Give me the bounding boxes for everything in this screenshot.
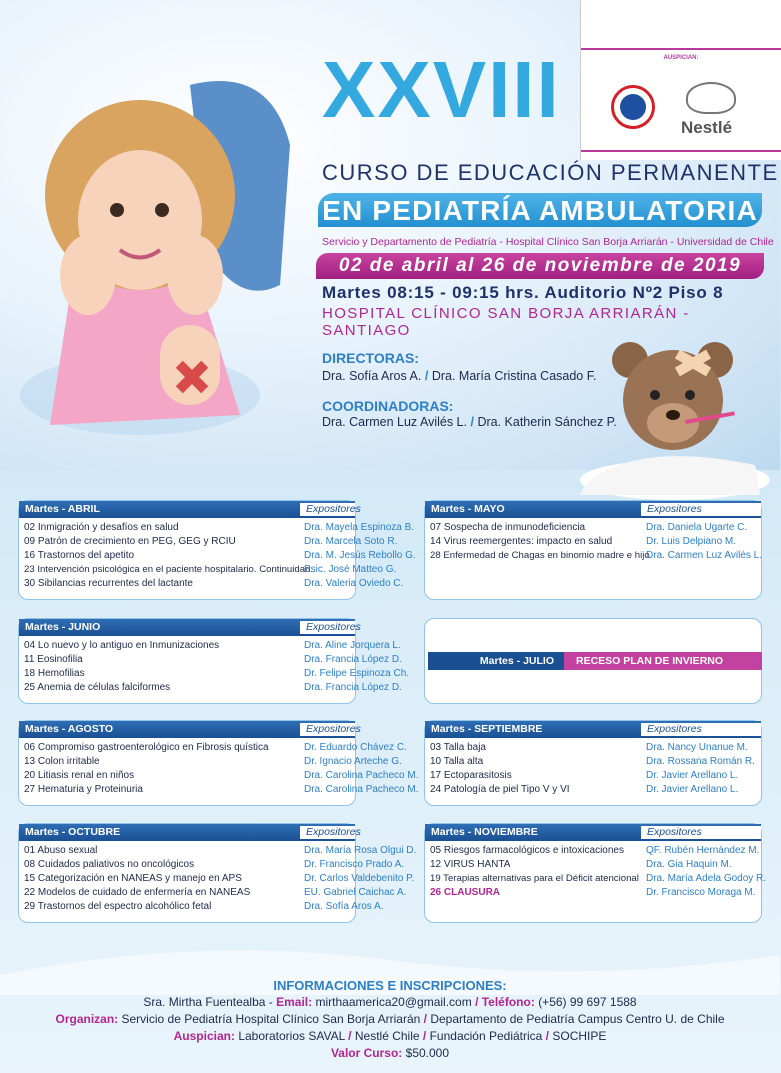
- topic: 16 Trastornos del apetito: [24, 550, 135, 561]
- directora-1: Dra. Sofía Aros A.: [322, 369, 422, 383]
- speaker: Psic. José Matteo G.: [304, 564, 397, 575]
- sochipe-logo: [611, 85, 655, 129]
- table-row: [425, 535, 761, 549]
- separator: /: [545, 1029, 550, 1043]
- auspician-footer-label: Auspician:: [173, 1029, 235, 1043]
- topic: 20 Litiasis renal en niños: [24, 770, 135, 781]
- topic: 17 Ectoparasitosis: [430, 770, 512, 781]
- panel-septiembre: [424, 720, 762, 806]
- topic: 12 VIRUS HANTA: [430, 859, 511, 870]
- email-link[interactable]: mirthaamerica20@gmail.com: [315, 995, 472, 1009]
- valor-line: [0, 1046, 780, 1060]
- speaker: Dra. Carmen Luz Avilés L.: [646, 550, 762, 561]
- table-row: [425, 769, 761, 783]
- auspician-label: AUSPICIAN:: [663, 55, 699, 61]
- topic: 02 Inmigración y desafíos en salud: [24, 522, 179, 533]
- topic: 22 Modelos de cuidado de enfermería en NANEAS: [24, 887, 251, 898]
- separator: /: [423, 1012, 427, 1026]
- email-label: Email:: [276, 995, 313, 1009]
- speaker: Dra. Francia López D.: [304, 682, 402, 693]
- contact-name: Sra. Mirtha Fuentealba -: [143, 995, 273, 1009]
- panel-header: [425, 501, 761, 518]
- coordinadora-2: Dra. Katherin Sánchez P.: [477, 415, 617, 429]
- table-row: [19, 563, 397, 577]
- panel-header: [425, 824, 761, 841]
- panel-header: [19, 824, 361, 841]
- table-row: [425, 783, 761, 797]
- speaker: Dra. Marcela Soto R.: [304, 536, 398, 547]
- sponsor-divider-bottom: [581, 150, 781, 152]
- girl-illustration: [10, 55, 310, 445]
- month-title: Martes - MAYO: [431, 503, 505, 515]
- speaker: Dr. Luis Delpiano M.: [646, 536, 737, 547]
- table-row: [19, 549, 416, 563]
- table-row: [19, 755, 402, 769]
- edition-number: XXVIII: [322, 45, 561, 134]
- speaker: Dra. Aline Jorquera L.: [304, 640, 401, 651]
- sponsor-4: SOCHIPE: [552, 1029, 607, 1043]
- table-row: [425, 521, 761, 535]
- organizan-label: Organizan:: [55, 1012, 119, 1026]
- table-row: [19, 872, 415, 886]
- table-row: [425, 755, 761, 769]
- directoras-names: [322, 369, 596, 383]
- nestle-logo: Nestlé: [681, 118, 733, 137]
- separator: /: [422, 1029, 427, 1043]
- table-row: [19, 858, 405, 872]
- schedule-time: Martes 08:15 - 09:15 hrs. Auditorio Nº2 Piso 8: [322, 283, 724, 302]
- valor-amount: $50.000: [405, 1046, 450, 1060]
- topic: 27 Hematuria y Proteinuria: [24, 784, 143, 795]
- organizer-line: Servicio y Departamento de Pediatría - Hospital Clínico San Borja Arriarán - Universidad de Chile: [322, 236, 774, 248]
- speaker: Dra. M. Jesús Rebollo G.: [304, 550, 416, 561]
- nestle-nest-icon: [686, 82, 736, 114]
- phone-number: (+56) 99 697 1588: [538, 995, 637, 1009]
- table-row: [19, 577, 404, 591]
- speaker: Dra. Rossana Román R.: [646, 756, 755, 767]
- month-title: Martes - JULIO: [428, 652, 564, 670]
- phone-label: / Teléfono:: [475, 995, 535, 1009]
- panel-header: [425, 721, 761, 738]
- speaker: Dra. Carolina Pacheco M.: [304, 770, 419, 781]
- panel-header: [19, 721, 361, 738]
- month-title: Martes - SEPTIEMBRE: [431, 723, 543, 735]
- sponsor-divider-top: [581, 48, 781, 50]
- topic: 28 Enfermedad de Chagas en binomio madre e hijo: [430, 550, 650, 561]
- dates-bar: [316, 253, 764, 279]
- topic: 13 Colon irritable: [24, 756, 100, 767]
- coordinadoras-title: COORDINADORAS:: [322, 398, 454, 414]
- panel-mayo: [424, 500, 762, 600]
- organizer-1: Servicio de Pediatría Hospital Clínico San Borja Arriarán: [121, 1012, 421, 1026]
- expositores-label: Expositores: [641, 826, 761, 839]
- topic-clausura: 26 CLAUSURA: [430, 887, 501, 898]
- topic: 08 Cuidados paliativos no oncológicos: [24, 859, 195, 870]
- speaker: Dra. Carolina Pacheco M.: [304, 784, 419, 795]
- table-row: [425, 741, 761, 755]
- month-title: Martes - NOVIEMBRE: [431, 826, 538, 838]
- sponsor-3: Fundación Pediátrica: [429, 1029, 543, 1043]
- topic: 19 Terapias alternativas para el Déficit atencional: [430, 873, 639, 884]
- topic: 15 Categorización en NANEAS y manejo en APS: [24, 873, 242, 884]
- month-title: Martes - ABRIL: [25, 503, 100, 515]
- table-row: [19, 667, 410, 681]
- table-row: [19, 535, 398, 549]
- dates-text: 02 de abril al 26 de noviembre de 2019: [338, 255, 742, 276]
- table-row: [19, 900, 384, 914]
- topic: 24 Patología de piel Tipo V y VI: [430, 784, 570, 795]
- speaker: Dra. Francia López D.: [304, 654, 402, 665]
- speaker: Dr. Felipe Espinoza Ch.: [304, 668, 410, 679]
- topic: 10 Talla alta: [430, 756, 484, 767]
- organizer-2: Departamento de Pediatría Campus Centro U. de Chile: [430, 1012, 725, 1026]
- speaker: Dr. Francisco Moraga M.: [646, 887, 756, 898]
- speaker: Dra. Gia Haquin M.: [646, 859, 732, 870]
- table-row: [19, 653, 402, 667]
- receso-label: RECESO PLAN DE INVIERNO: [564, 652, 762, 670]
- table-row: [19, 886, 407, 900]
- speaker: Dra. María Rosa Olgui D.: [304, 845, 417, 856]
- month-title: Martes - JUNIO: [25, 621, 101, 633]
- separator: /: [424, 369, 429, 383]
- table-row: [425, 858, 761, 872]
- expositores-label: Expositores: [300, 621, 355, 634]
- table-row: [19, 639, 401, 653]
- topic: 01 Abuso sexual: [24, 845, 98, 856]
- course-subtitle: EN PEDIATRÍA AMBULATORIA: [322, 195, 758, 226]
- topic: 06 Compromiso gastroenterológico en Fibrosis quística: [24, 742, 269, 753]
- expositores-label: Expositores: [300, 503, 355, 516]
- sponsor-box: [580, 0, 781, 160]
- coordinadora-1: Dra. Carmen Luz Avilés L.: [322, 415, 467, 429]
- topic: 14 Virus reemergentes: impacto en salud: [430, 536, 613, 547]
- footer-title-line: [0, 978, 780, 993]
- table-row: [19, 521, 415, 535]
- expositores-label: Expositores: [300, 723, 355, 736]
- speaker: Dr. Carlos Valdebenito P.: [304, 873, 415, 884]
- speaker: Dr. Francisco Prado A.: [304, 859, 405, 870]
- table-row: [19, 681, 402, 695]
- course-subtitle-bar: [318, 193, 762, 227]
- topic: 18 Hemofilias: [24, 668, 85, 679]
- panel-noviembre: [424, 823, 767, 923]
- topic: 04 Lo nuevo y lo antiguo en Inmunizaciones: [24, 640, 220, 651]
- topic: 09 Patrón de crecimiento en PEG, GEG y RCIU: [24, 536, 236, 547]
- topic: 03 Talla baja: [430, 742, 486, 753]
- table-row: [19, 844, 417, 858]
- panel-agosto: [18, 720, 419, 806]
- topic: 30 Sibilancias recurrentes del lactante: [24, 578, 193, 589]
- topic: 11 Eosinofilia: [24, 654, 83, 665]
- speaker: Dra. Sofía Aros A.: [304, 901, 384, 912]
- valor-label: Valor Curso:: [330, 1046, 403, 1060]
- topic: 29 Trastornos del espectro alcohólico fetal: [24, 901, 212, 912]
- teddy-bear-illustration: [575, 335, 765, 495]
- topic: 07 Sospecha de inmunodeficiencia: [430, 522, 586, 533]
- speaker: QF. Rubén Hernández M.: [646, 845, 760, 856]
- panel-junio: [18, 618, 410, 704]
- panel-abril: [18, 500, 416, 600]
- speaker: Dra. Nancy Unanue M.: [646, 742, 748, 753]
- sponsor-2: Nestlé Chile: [354, 1029, 420, 1043]
- sponsor-1: Laboratorios SAVAL: [238, 1029, 345, 1043]
- topic: 25 Anemia de células falciformes: [24, 682, 171, 693]
- topic: 05 Riesgos farmacológicos e intoxicaciones: [430, 845, 624, 856]
- speaker: Dr. Javier Arellano L.: [646, 784, 739, 795]
- expositores-label: Expositores: [300, 826, 355, 839]
- course-title: CURSO DE EDUCACIÓN PERMANENTE: [322, 160, 779, 185]
- table-row: [19, 769, 419, 783]
- coordinadoras-names: [322, 415, 617, 429]
- venue: HOSPITAL CLÍNICO SAN BORJA ARRIARÁN - SANTIAGO: [322, 305, 690, 339]
- expositores-label: Expositores: [641, 723, 761, 736]
- speaker: Dra. María Adela Godoy R.: [646, 873, 767, 884]
- speaker: Dra. Mayela Espinoza B.: [304, 522, 415, 533]
- panel-header: [19, 619, 361, 636]
- table-row: [425, 886, 761, 900]
- auspician-line: [0, 1029, 780, 1043]
- julio-bar: [428, 652, 762, 670]
- table-row: [425, 549, 761, 563]
- speaker: Dr. Eduardo Chávez C.: [304, 742, 407, 753]
- table-row: [425, 872, 767, 886]
- separator: /: [348, 1029, 352, 1043]
- table-row: [19, 741, 407, 755]
- speaker: Dr. Javier Arellano L.: [646, 770, 739, 781]
- table-row: [425, 844, 761, 858]
- directoras-title: DIRECTORAS:: [322, 350, 419, 366]
- month-title: Martes - OCTUBRE: [25, 826, 121, 838]
- month-title: Martes - AGOSTO: [25, 723, 114, 735]
- contact-line: [0, 995, 780, 1009]
- organizan-line: [0, 1012, 780, 1026]
- speaker: Dra. Daniela Ugarte C.: [646, 522, 748, 533]
- separator: /: [470, 415, 474, 429]
- directora-2: Dra. María Cristina Casado F.: [431, 369, 597, 383]
- panel-octubre: [18, 823, 417, 923]
- footer-title: INFORMACIONES E INSCRIPCIONES:: [273, 978, 507, 993]
- expositores-label: Expositores: [641, 503, 761, 516]
- topic: 23 Intervención psicológica en el paciente hospitalario. Continuidad.: [24, 564, 314, 575]
- speaker: Dra. Valeria Oviedo C.: [304, 578, 404, 589]
- speaker: EU. Gabriel Caichac A.: [304, 887, 407, 898]
- panel-header: [19, 501, 361, 518]
- speaker: Dr. Ignacio Arteche G.: [304, 756, 402, 767]
- table-row: [19, 783, 419, 797]
